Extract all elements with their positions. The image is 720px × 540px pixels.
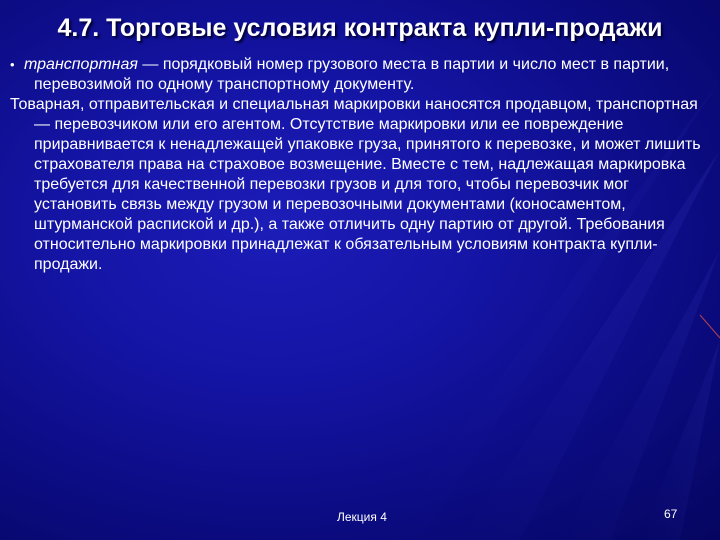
page-number: 67 (664, 507, 678, 521)
footer-lecture: Лекция 4 (337, 510, 387, 524)
bullet-text: — порядковый номер грузового места в партии и число мест в партии, перевозимой по одному транспортному документу. (34, 56, 670, 93)
slide-body (10, 55, 706, 275)
slide-title: 4.7. Торговые условия контракта купли-продажи (57, 14, 663, 42)
bullet-term: транспортная (24, 56, 138, 73)
marking-paragraph: Товарная, отправительская и специальная маркировки наносятся продавцом, транспортная — перевозчиком или его агентом. Отсутствие маркировки или ее повреждение приравнивается к ненадлежащей упаковке груза, принятого к перевозке, и может лишить страхователя права на страховое возмещение. Вместе с тем, надлежащая маркировка требуется для качественной перевозки грузов и для того, чтобы перевозчик мог установить связь между грузом и перевозочными документами (коносаментом, штурманской распиской и др.), а также отличить одну партию от другой. Требования относительно маркировки принадлежат к обязательным условиям контракта купли-продажи. (10, 96, 701, 273)
bullet-icon: • (10, 57, 15, 72)
bullet-item-transport (10, 55, 706, 95)
